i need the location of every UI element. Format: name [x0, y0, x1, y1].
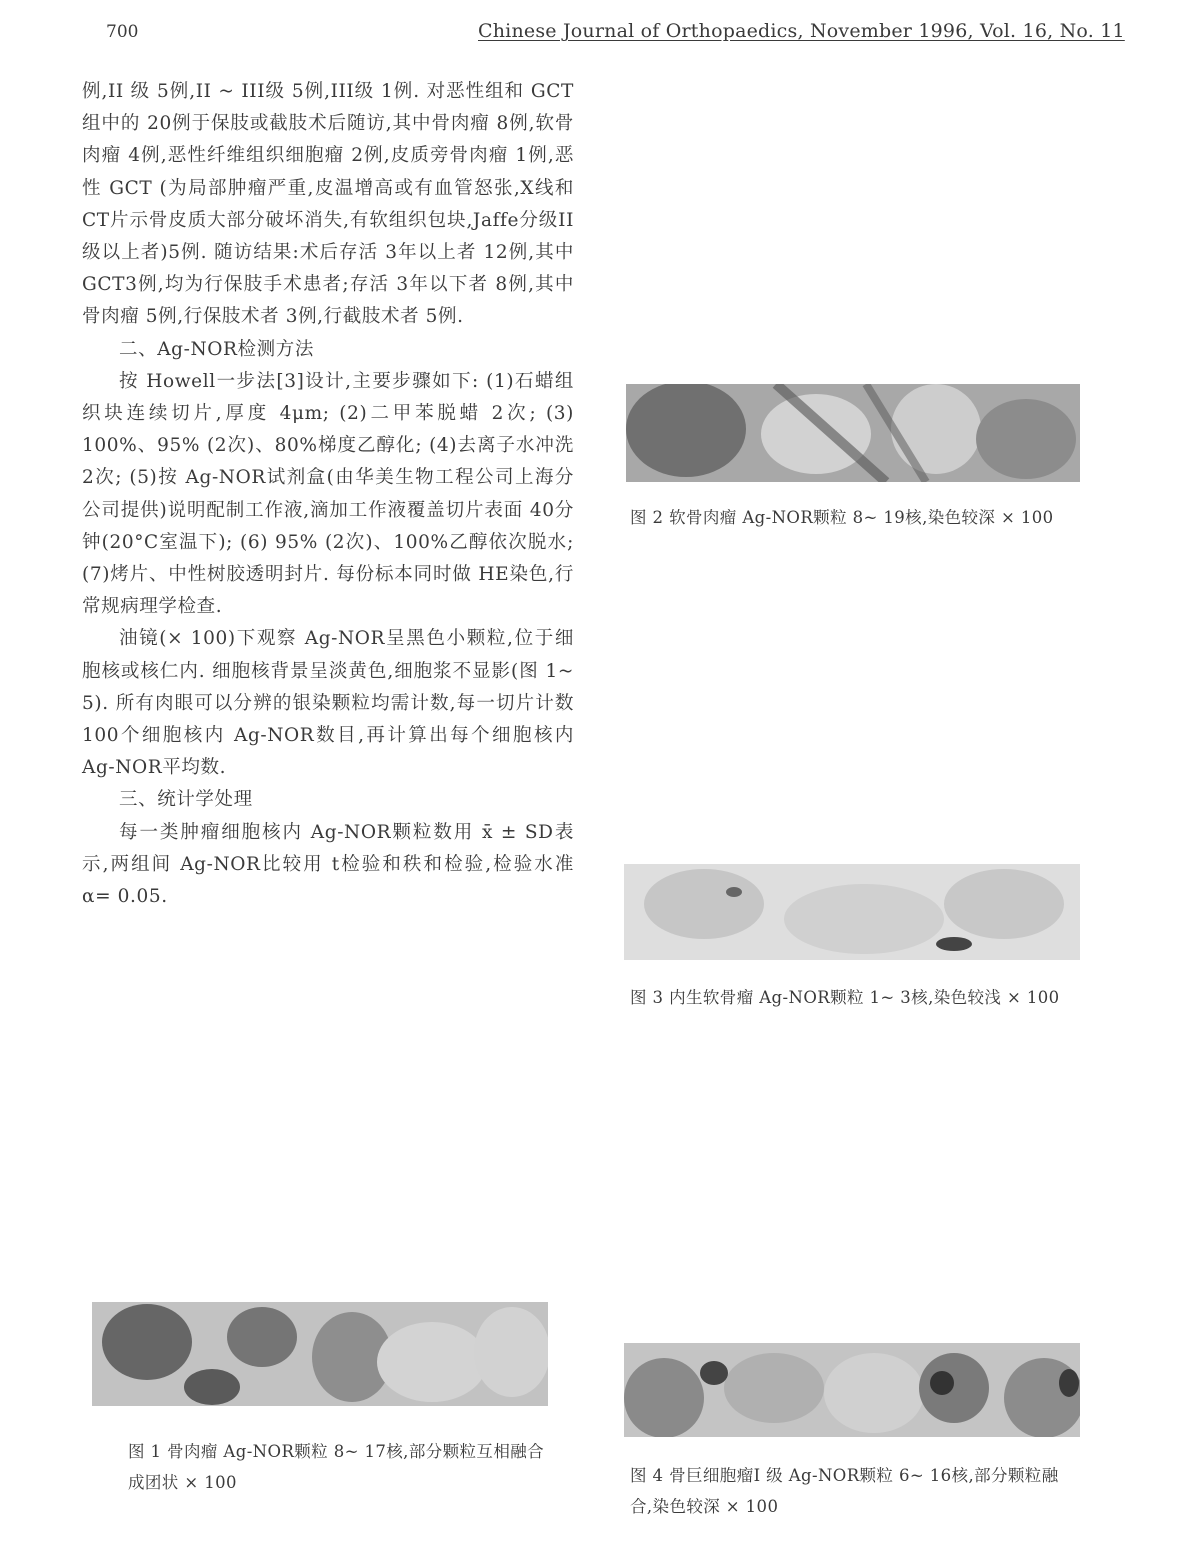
figure-1-caption: 图 1 骨肉瘤 Ag-NOR颗粒 8~ 17核,部分颗粒互相融合成团状 × 100 — [128, 1442, 545, 1492]
figure-1-micrograph — [92, 1302, 548, 1406]
main-text-column — [82, 76, 574, 913]
figure-4-micrograph — [624, 1343, 1080, 1437]
figure-3-micrograph — [624, 864, 1080, 960]
paragraph-follow-up: 例,II 级 5例,II ~ III级 5例,III级 1例. 对恶性组和 GCT组中的 20例于保肢或截肢术后随访,其中骨肉瘤 8例,软骨肉瘤 4例,恶性纤维组织细胞瘤 2例,皮质旁骨肉瘤 1例,恶性 GCT (为局部肿瘤严重,皮温增高或有血管怒张,X线和 CT片示骨皮质大部分破坏消失,有软组织包块,Jaffe分级II 级以上者)5例. 随访结果:术后存活 3年以上者 12例,其中 GCT3例,均为行保肢手术患者;存活 3年以下者 8例,其中骨肉瘤 5例,行保肢术者 3例,行截肢术者 5例. — [82, 81, 574, 328]
figure-3-caption: 图 3 内生软骨瘤 Ag-NOR颗粒 1~ 3核,染色较浅 × 100 — [630, 988, 1060, 1007]
figure-3 — [624, 864, 1080, 1013]
running-head: Chinese Journal of Orthopaedics, November 1996, Vol. 16, No. 11 — [478, 20, 1125, 42]
paragraph-observation: 油镜(× 100)下观察 Ag-NOR呈黑色小颗粒,位于细胞核或核仁内. 细胞核背景呈淡黄色,细胞浆不显影(图 1~ 5). 所有肉眼可以分辨的银染颗粒均需计数,每一切片计数 100个细胞核内 Ag-NOR数目,再计算出每个细胞核内 Ag-NOR平均数. — [82, 628, 574, 779]
paragraph-statistics: 每一类肿瘤细胞核内 Ag-NOR颗粒数用 x̄ ± SD表示,两组间 Ag-NOR比较用 t检验和秩和检验,检验水准 α= 0.05. — [82, 821, 574, 908]
section-heading-statistics: 三、统计学处理 — [119, 789, 253, 811]
section-heading-method: 二、Ag-NOR检测方法 — [119, 338, 314, 360]
page-number: 700 — [106, 22, 139, 42]
figure-2 — [626, 384, 1080, 533]
paragraph-procedure: 按 Howell一步法[3]设计,主要步骤如下: (1)石蜡组织块连续切片,厚度 4μm; (2)二甲苯脱蜡 2次; (3) 100%、95% (2次)、80%梯度乙醇化; (4)去离子水冲洗 2次; (5)按 Ag-NOR试剂盒(由华美生物工程公司上海分公司提供)说明配制工作液,滴加工作液覆盖切片表面 40分钟(20°C室温下); (6) 95% (2次)、100%乙醇依次脱水; (7)烤片、中性树胶透明封片. 每份标本同时做 HE染色,行常规病理学检查. — [82, 370, 574, 618]
figure-4 — [624, 1343, 1080, 1522]
figure-2-micrograph — [626, 384, 1080, 482]
figure-4-caption: 图 4 骨巨细胞瘤I 级 Ag-NOR颗粒 6~ 16核,部分颗粒融合,染色较深 × 100 — [630, 1466, 1059, 1516]
figure-2-caption: 图 2 软骨肉瘤 Ag-NOR颗粒 8~ 19核,染色较深 × 100 — [630, 508, 1054, 527]
figure-1 — [92, 1302, 548, 1498]
